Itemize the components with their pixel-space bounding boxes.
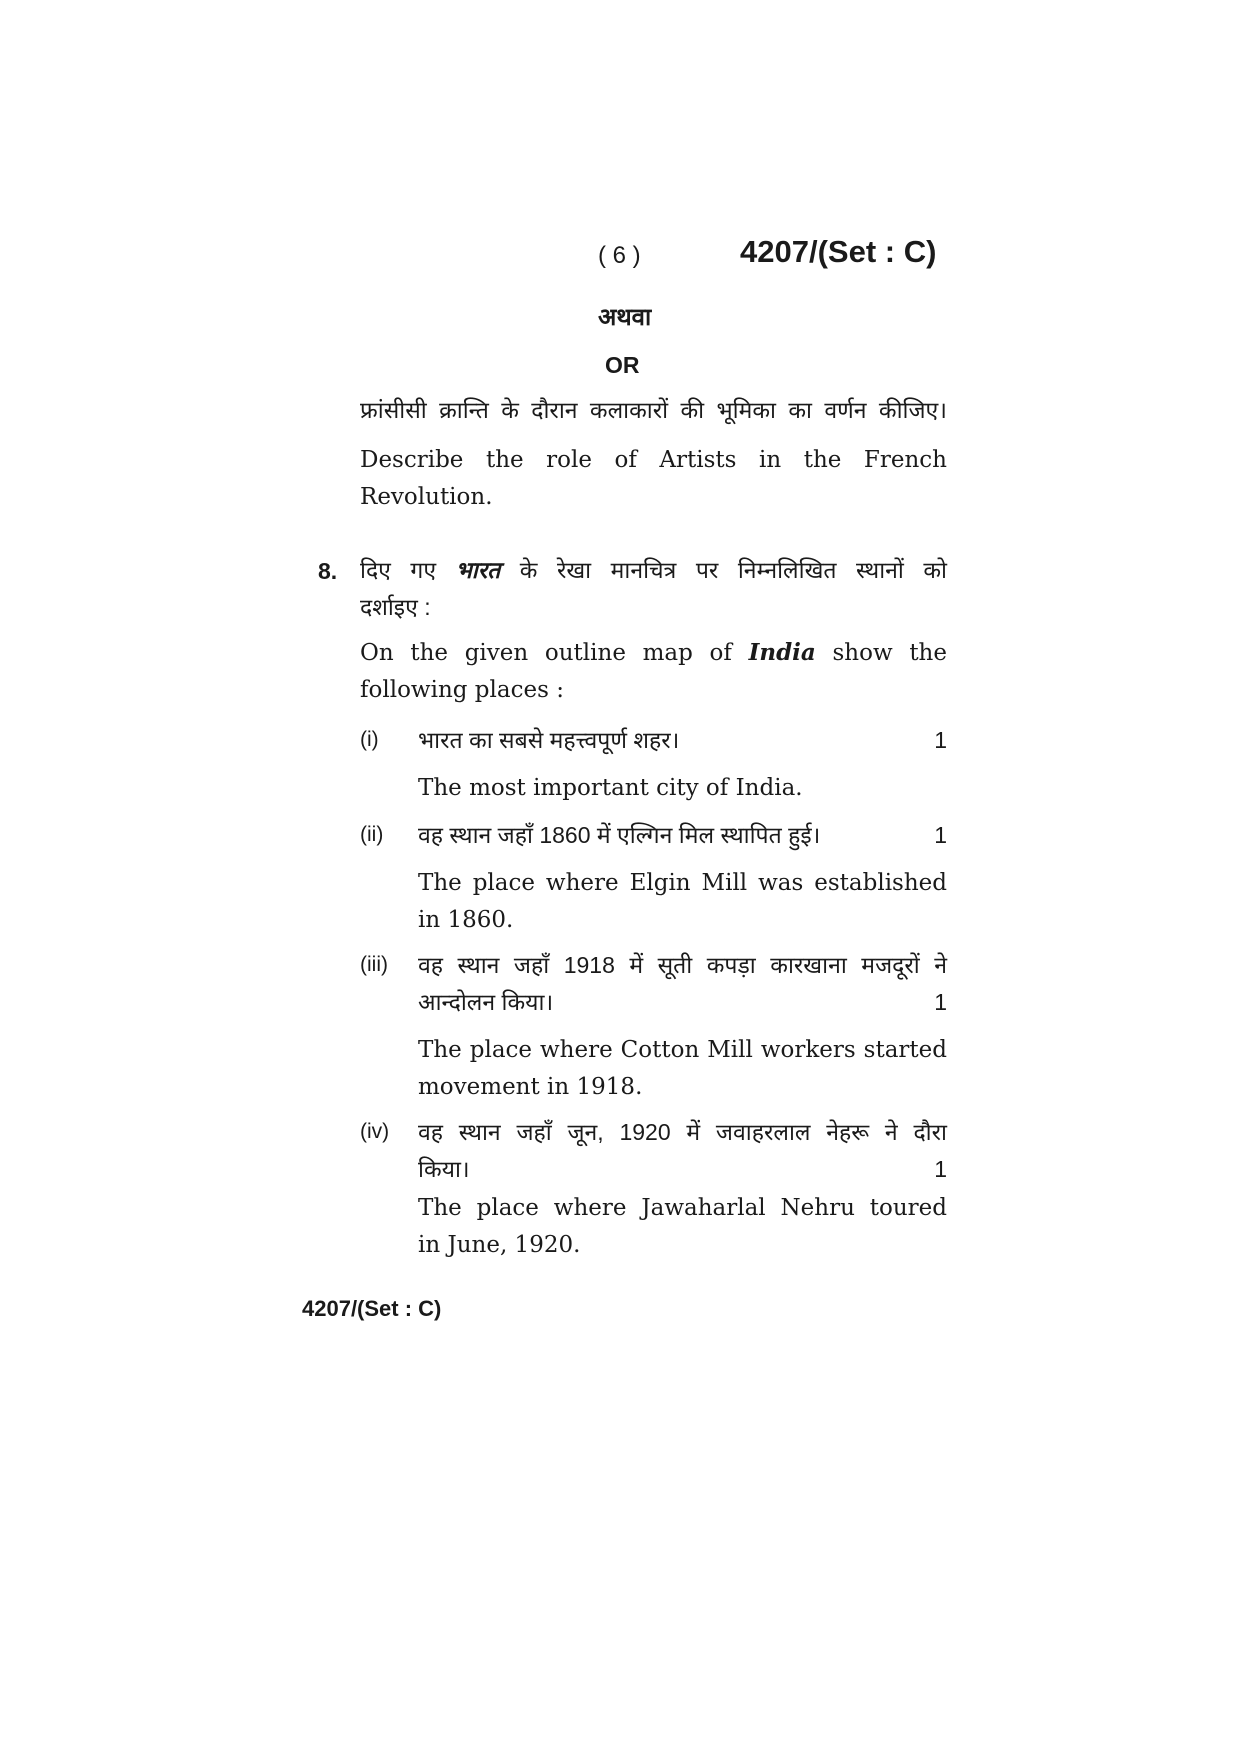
item-english-line: The place where Jawaharlal Nehru toured [418,1195,947,1221]
item-english-line: in June, 1920. [418,1232,581,1258]
item-hindi-line [418,722,947,759]
alt-question-english-line2: Revolution. [360,484,493,510]
item-english-line: in 1860. [418,907,514,933]
page-number: ( 6 ) [598,242,641,269]
paper-code-footer: 4207/(Set : C) [302,1296,442,1321]
item-hindi-line: वह स्थान जहाँ जून, 1920 में जवाहरलाल नेहरू ने दौरा [418,1119,947,1145]
question-8-english [360,634,947,709]
item-english-line: The place where Elgin Mill was established [418,870,947,896]
paper-code-header: 4207/(Set : C) [740,234,937,269]
item-label: (iii) [360,953,388,976]
alt-question-english-line1: Describe the role of Artists in the French [360,447,947,473]
or-hindi: अथवा [598,304,652,331]
item-hindi-text: वह स्थान जहाँ 1860 में एल्गिन मिल स्थापित हुई। [418,822,821,848]
q8-hindi-part2: के रेखा मानचित्र पर निम्नलिखित स्थानों को [519,557,948,583]
question-8-english-line2: following places : [360,677,564,703]
item-label: (ii) [360,823,384,846]
item-hindi-text: भारत का सबसे महत्त्वपूर्ण शहर। [418,727,680,753]
q8-english-bold: India [748,639,816,666]
item-marks: 1 [934,727,947,753]
q8-english-part2: show the [832,640,947,666]
question-8-hindi-line2: दर्शाइए : [360,594,431,620]
item-hindi [418,947,947,1021]
item-marks: 1 [934,822,947,848]
item-hindi [418,817,947,854]
item-hindi-text: किया। [418,1156,470,1182]
q8-english-part1: On the given outline map of [360,640,732,666]
q8-hindi-part1: दिए गए [360,557,437,583]
item-hindi-line [418,1151,947,1188]
question-8-english-line1 [360,634,947,672]
alt-question-english [360,442,947,516]
item-hindi-text: आन्दोलन किया। [418,989,554,1015]
or-english: OR [605,352,640,378]
item-label: (iv) [360,1120,390,1143]
item-marks: 1 [934,1156,947,1182]
item-hindi-line [418,817,947,854]
item-hindi-line: वह स्थान जहाँ 1918 में सूती कपड़ा कारखाना मजदूरों ने [418,952,947,978]
q8-hindi-bold: भारत [455,557,501,583]
item-english-line: The most important city of India. [418,775,803,801]
item-english-line: movement in 1918. [418,1074,643,1100]
item-english [418,865,947,939]
alt-question-hindi: फ्रांसीसी क्रान्ति के दौरान कलाकारों की भूमिका का वर्णन कीजिए। [360,397,947,423]
question-number: 8. [318,558,338,584]
item-english [418,770,947,807]
item-hindi [418,1114,947,1188]
item-label: (i) [360,728,379,751]
item-english-line: The place where Cotton Mill workers started [418,1037,947,1063]
item-english [418,1032,947,1106]
question-8-hindi [360,552,947,626]
item-marks: 1 [934,989,947,1015]
item-hindi-line [418,984,947,1021]
item-hindi [418,722,947,759]
item-english [418,1190,947,1264]
question-8-hindi-line1 [360,552,947,589]
